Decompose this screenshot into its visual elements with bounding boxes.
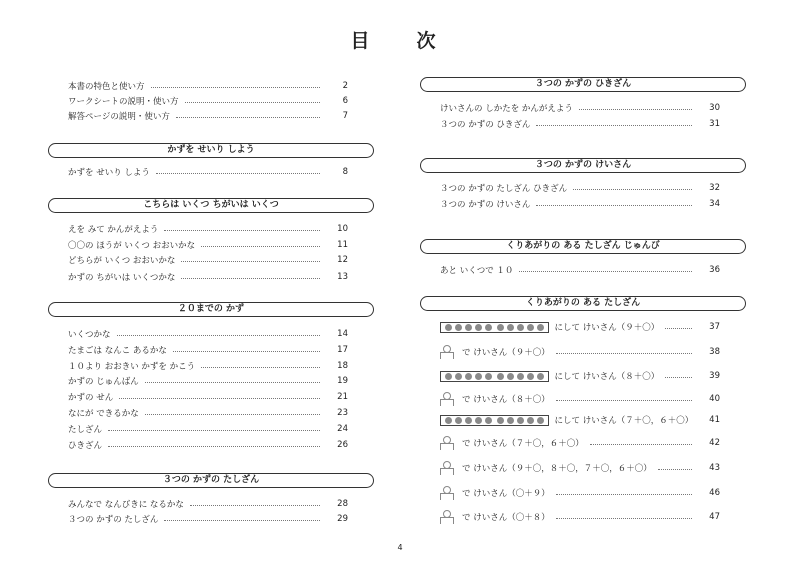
page-number: 4 [397, 543, 403, 552]
block-dot-icon [517, 324, 524, 331]
figure-body-icon [440, 517, 454, 524]
person-figure-icon [440, 392, 454, 406]
toc-entry[interactable] [440, 510, 720, 524]
entry-label: ワークシートの説明・使い方 [68, 97, 179, 107]
toc-entry[interactable] [440, 486, 720, 500]
toc-entry[interactable] [68, 79, 348, 93]
block-dot-icon [475, 324, 482, 331]
block-dot-icon [517, 417, 524, 424]
leader-dots [145, 382, 320, 383]
leader-dots [665, 328, 692, 329]
figure-body-icon [440, 443, 454, 450]
entry-page: 40 [709, 394, 720, 404]
leader-dots [145, 414, 320, 415]
block-dot-icon [475, 373, 482, 380]
leader-dots [108, 446, 320, 447]
block-dot-icon [537, 417, 544, 424]
figure-body-icon [440, 468, 454, 475]
leader-dots [117, 335, 320, 336]
toc-entry[interactable] [68, 374, 348, 388]
section-header: かずを せいり しよう [48, 143, 374, 158]
entry-label: ３つの かずの けいさん [440, 200, 531, 210]
entry-label: 解答ページの説明・使い方 [68, 112, 170, 122]
leader-dots [164, 520, 320, 521]
person-figure-icon [440, 345, 454, 359]
entry-page: 10 [337, 224, 348, 234]
leader-dots [579, 109, 692, 110]
entry-page: 37 [709, 322, 720, 332]
section-header: ２０までの かず [48, 302, 374, 317]
ten-blocks-icon [440, 415, 549, 426]
toc-entry[interactable] [68, 390, 348, 404]
block-dot-icon [527, 373, 534, 380]
entry-label: にして けいさん（７＋〇，６＋〇） [554, 416, 694, 426]
leader-dots [573, 189, 692, 190]
toc-entry[interactable] [440, 461, 720, 475]
leader-dots [201, 367, 320, 368]
entry-page: 43 [709, 463, 720, 473]
toc-entry[interactable] [68, 270, 348, 284]
block-dot-icon [485, 324, 492, 331]
entry-page: 38 [709, 347, 720, 357]
person-figure-icon [440, 461, 454, 475]
figure-body-icon [440, 493, 454, 500]
entry-page: 41 [709, 415, 720, 425]
leader-dots [665, 377, 692, 378]
leader-dots [185, 102, 320, 103]
section-header: こちらは いくつ ちがいは いくつ [48, 198, 374, 213]
leader-dots [164, 230, 320, 231]
toc-entry[interactable] [68, 238, 348, 252]
toc-entry[interactable] [440, 413, 720, 427]
leader-dots [201, 246, 320, 247]
leader-dots [119, 398, 320, 399]
toc-entry[interactable] [68, 497, 348, 511]
toc-entry[interactable] [440, 263, 720, 277]
entry-page: 13 [337, 272, 348, 282]
entry-page: 23 [337, 408, 348, 418]
toc-entry[interactable] [68, 438, 348, 452]
entry-page: 42 [709, 438, 720, 448]
entry-label: みんなで なんびきに なるかな [68, 500, 184, 510]
entry-page: 7 [342, 111, 348, 121]
entry-page: 28 [337, 499, 348, 509]
entry-page: 39 [709, 371, 720, 381]
section-header: ３つの かずの ひきざん [420, 77, 746, 92]
entry-label: で けいさん（〇＋８） [462, 513, 550, 523]
entry-page: 34 [709, 199, 720, 209]
entry-label: かずを せいり しよう [68, 168, 150, 178]
block-dot-icon [537, 373, 544, 380]
entry-page: 18 [337, 361, 348, 371]
leader-dots [108, 430, 320, 431]
leader-dots [556, 400, 692, 401]
entry-label: ひきざん [68, 441, 103, 451]
entry-page: 31 [709, 119, 720, 129]
entry-label: １０より おおきい かずを かこう [68, 362, 196, 372]
block-dot-icon [455, 417, 462, 424]
entry-label: かずの じゅんばん [68, 377, 139, 387]
block-dot-icon [485, 417, 492, 424]
toc-entry[interactable] [440, 392, 720, 406]
block-dot-icon [497, 373, 504, 380]
leader-dots [519, 271, 692, 272]
entry-label: あと いくつで １０ [440, 266, 514, 276]
toc-entry[interactable] [440, 117, 720, 131]
toc-entry[interactable] [68, 406, 348, 420]
entry-page: 8 [342, 167, 348, 177]
block-dot-icon [445, 417, 452, 424]
block-dot-icon [465, 324, 472, 331]
leader-dots [556, 494, 692, 495]
entry-page: 47 [709, 512, 720, 522]
entry-page: 24 [337, 424, 348, 434]
entry-page: 36 [709, 265, 720, 275]
entry-page: 29 [337, 514, 348, 524]
ten-blocks-icon [440, 322, 549, 333]
block-dot-icon [465, 417, 472, 424]
toc-entry[interactable] [68, 327, 348, 341]
entry-page: 21 [337, 392, 348, 402]
entry-label: たしざん [68, 425, 103, 435]
leader-dots [556, 518, 692, 519]
block-dot-icon [507, 373, 514, 380]
ten-blocks-icon [440, 371, 549, 382]
block-dot-icon [445, 324, 452, 331]
toc-entry[interactable] [440, 345, 720, 359]
block-dot-icon [445, 373, 452, 380]
block-dot-icon [507, 417, 514, 424]
entry-label: で けいさん（〇＋９） [462, 489, 550, 499]
leader-dots [151, 87, 320, 88]
toc-entry[interactable] [440, 181, 720, 195]
entry-label: けいさんの しかたを かんがえよう [440, 104, 573, 114]
entry-page: 30 [709, 103, 720, 113]
entry-page: 12 [337, 255, 348, 265]
block-dot-icon [527, 324, 534, 331]
section-header: くりあがりの ある たしざん [420, 296, 746, 311]
entry-label: 〇〇の ほうが いくつ おおいかな [68, 241, 196, 251]
entry-label: かずの ちがいは いくつかな [68, 273, 176, 283]
section-header: くりあがりの ある たしざん じゅんび [420, 239, 746, 254]
entry-page: 14 [337, 329, 348, 339]
toc-entry[interactable] [68, 512, 348, 526]
toc-entry[interactable] [440, 320, 720, 334]
entry-label: ３つの かずの たしざん ひきざん [440, 184, 568, 194]
entry-label: いくつかな [68, 330, 111, 340]
toc-entry[interactable] [440, 369, 720, 383]
toc-entry[interactable] [68, 165, 348, 179]
block-dot-icon [517, 373, 524, 380]
toc-entry[interactable] [440, 101, 720, 115]
block-dot-icon [497, 324, 504, 331]
block-dot-icon [455, 373, 462, 380]
block-dot-icon [537, 324, 544, 331]
entry-label: なにが できるかな [68, 409, 139, 419]
block-dot-icon [465, 373, 472, 380]
leader-dots [173, 351, 320, 352]
page-title: 目 次 [350, 30, 450, 52]
entry-page: 26 [337, 440, 348, 450]
toc-entry[interactable] [68, 422, 348, 436]
leader-dots [536, 205, 692, 206]
toc-entry[interactable] [68, 222, 348, 236]
leader-dots [181, 278, 320, 279]
leader-dots [536, 125, 692, 126]
toc-entry[interactable] [440, 436, 720, 450]
section-header: ３つの かずの けいさん [420, 158, 746, 173]
toc-entry[interactable] [68, 253, 348, 267]
person-figure-icon [440, 436, 454, 450]
entry-label: ３つの かずの ひきざん [440, 120, 531, 130]
entry-label: にして けいさん（９＋〇） [554, 323, 660, 333]
entry-label: ３つの かずの たしざん [68, 515, 159, 525]
block-dot-icon [485, 373, 492, 380]
block-dot-icon [497, 417, 504, 424]
leader-dots [156, 173, 320, 174]
leader-dots [590, 444, 692, 445]
figure-body-icon [440, 399, 454, 406]
entry-label: どちらが いくつ おおいかな [68, 256, 176, 266]
toc-entry[interactable] [68, 94, 348, 108]
toc-entry[interactable] [68, 343, 348, 357]
entry-label: で けいさん（９＋〇，８＋〇，７＋〇，６＋〇） [462, 464, 652, 474]
entry-label: たまごは なんこ あるかな [68, 346, 167, 356]
leader-dots [556, 353, 692, 354]
entry-label: で けいさん（９＋〇） [462, 348, 550, 358]
block-dot-icon [455, 324, 462, 331]
entry-label: かずの せん [68, 393, 114, 403]
leader-dots [181, 261, 320, 262]
entry-page: 11 [337, 240, 348, 250]
toc-entry[interactable] [68, 359, 348, 373]
figure-body-icon [440, 352, 454, 359]
entry-label: 本書の特色と使い方 [68, 82, 145, 92]
person-figure-icon [440, 510, 454, 524]
block-dot-icon [527, 417, 534, 424]
toc-entry[interactable] [440, 197, 720, 211]
toc-entry[interactable] [68, 109, 348, 123]
leader-dots [190, 505, 320, 506]
entry-label: にして けいさん（８＋〇） [554, 372, 660, 382]
entry-page: 17 [337, 345, 348, 355]
entry-label: えを みて かんがえよう [68, 225, 159, 235]
entry-page: 6 [342, 96, 348, 106]
person-figure-icon [440, 486, 454, 500]
entry-page: 46 [709, 488, 720, 498]
leader-dots [658, 469, 692, 470]
block-dot-icon [507, 324, 514, 331]
entry-label: で けいさん（８＋〇） [462, 395, 550, 405]
entry-label: で けいさん（７＋〇，６＋〇） [462, 439, 584, 449]
leader-dots [176, 117, 320, 118]
block-dot-icon [475, 417, 482, 424]
section-header: ３つの かずの たしざん [48, 473, 374, 488]
entry-page: 2 [342, 81, 348, 91]
entry-page: 32 [709, 183, 720, 193]
entry-page: 19 [337, 376, 348, 386]
